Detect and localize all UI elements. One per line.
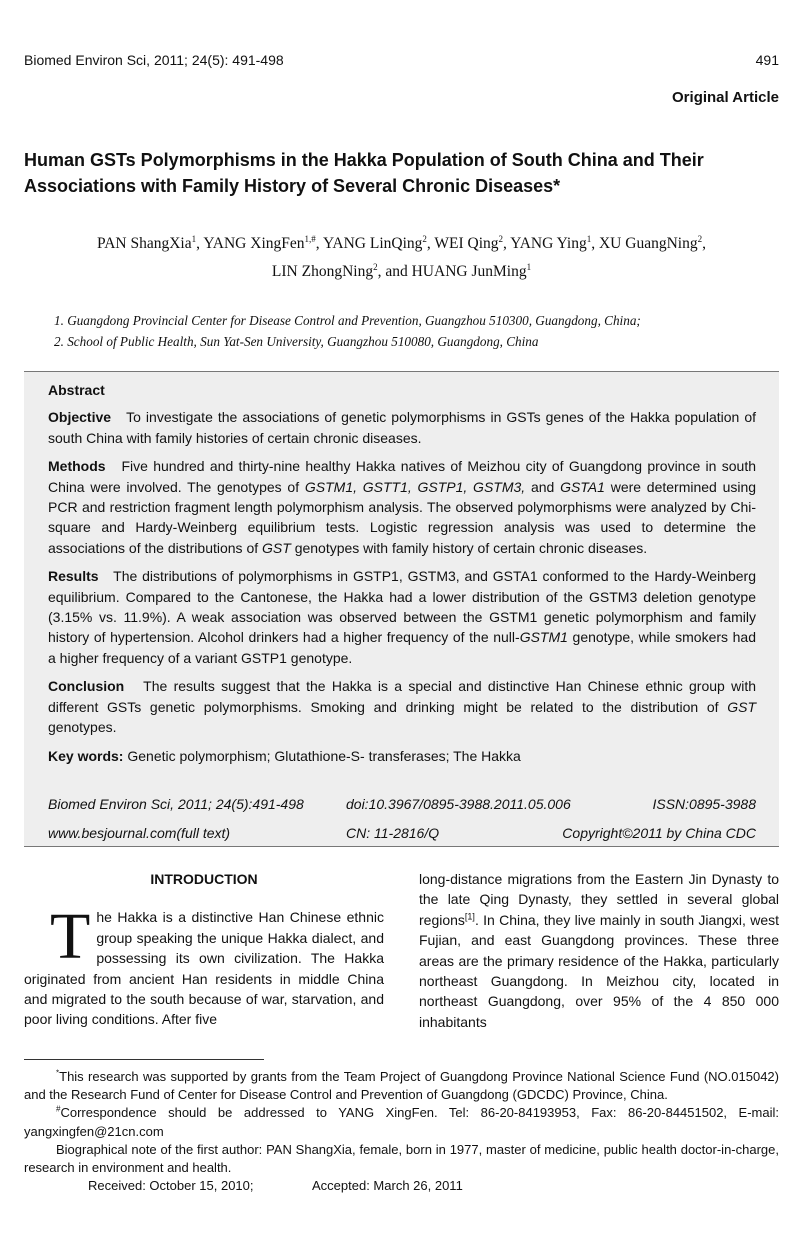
meta-doi: doi:10.3967/0895-3988.2011.05.006 <box>346 796 571 812</box>
abstract-methods: Methods Five hundred and thirty-nine healthy Hakka natives of Meizhou city of Guangdong province in south China were involved. The genotypes of GSTM1, GSTT1, GSTP1, GSTM3, and GSTA1 were determined using PCR and restriction fragment length polymorphism analysis. The observed polymorphisms were analyzed by Chi-square and Hardy-Weinberg equilibrium tests. Logistic regression analysis was used to determine the associations of the distributions of GST genotypes with family history of certain chronic diseases. <box>48 458 757 556</box>
abstract-objective: Objective To investigate the associations of genetic polymorphisms in GSTs genes of the Hakka population of south China with family histories of certain chronic diseases. <box>48 409 756 446</box>
abstract-results: Results The distributions of polymorphisms in GSTP1, GSTM3, and GSTA1 conformed to the Hardy-Weinberg equilibrium. Compared to the Cantonese, the Hakka had a lower distribution of the GSTM3 deletion genotype (3.15% vs. 11.9%). A weak association was observed between the GSTM1 genetic polymorphism and family history of hypertension. Alcohol drinkers had a higher frequency of the null-GSTM1 genotype, while smokers had a higher frequency of a variant GSTP1 genotype. <box>48 568 756 666</box>
intro-heading: INTRODUCTION <box>150 871 258 887</box>
author: YANG XingFen <box>203 235 305 252</box>
footnote-divider <box>24 1059 264 1060</box>
footnote-correspondence: #Correspondence should be addressed to YANG XingFen. Tel: 86-20-84193953, Fax: 86-20-84451502, E-mail: yangxingfen@21cn.com <box>24 1105 779 1139</box>
author: WEI Qing <box>434 235 499 252</box>
running-header-citation: Biomed Environ Sci, 2011; 24(5): 491-498 <box>24 52 284 68</box>
author: LIN ZhongNing <box>271 263 374 280</box>
author: HUANG JunMing <box>411 263 527 280</box>
author: YANG Ying <box>510 235 587 252</box>
meta-copyright: Copyright©2011 by China CDC <box>562 825 756 841</box>
abstract-box <box>24 371 779 847</box>
meta-journal: Biomed Environ Sci, 2011; 24(5):491-498 <box>48 796 304 812</box>
meta-cn: CN: 11-2816/Q <box>346 825 440 841</box>
drop-cap: T <box>50 900 91 974</box>
affiliation-2: 2. School of Public Health, Sun Yat-Sen University, Guangzhou 510080, Guangdong, China <box>54 334 539 349</box>
footnote-funding: *This research was supported by grants from the Team Project of Guangdong Province National Science Fund (NO.015042) and the Research Fund of Center for Disease Control and Prevention of Guangdong (GDCDC) Province, China. <box>24 1068 779 1103</box>
intro-left-column <box>24 869 384 1030</box>
author: YANG LinQing <box>322 235 423 252</box>
author: XU GuangNing <box>598 235 698 252</box>
intro-text-left: he Hakka is a distinctive Han Chinese ethnic group speaking the unique Hakka dialect, and possessing its own civilization. The Hakka originated from ancient Han residents in middle China and migrated to the south because of war, starvation, and poor living conditions. After five <box>24 909 384 1028</box>
article-title: Human GSTs Polymorphisms in the Hakka Population of South China and Their Associations with Family History of Several Chronic Diseases* <box>24 150 704 196</box>
abstract-heading: Abstract <box>48 382 105 398</box>
author: PAN ShangXia <box>97 235 192 252</box>
affiliation-1: 1. Guangdong Provincial Center for Disease Control and Prevention, Guangzhou 510300, Guangdong, China; <box>54 313 641 328</box>
article-type: Original Article <box>672 89 779 106</box>
footnote-biography: Biographical note of the first author: PAN ShangXia, female, born in 1977, master of medicine, public health doctor-in-charge, research in environment and health. <box>24 1141 779 1176</box>
reference-link[interactable]: [1] <box>464 911 475 922</box>
footnotes <box>24 1068 779 1195</box>
intro-right-column: long-distance migrations from the Eastern Jin Dynasty to the late Qing Dynasty, they settled in several global regions[1]. In China, they live mainly in south Jiangxi, west Fujian, and east Guangdong provinces. These three areas are the primary residence of the Hakka, particularly northeast Guangdong. In Meizhou city, located in northeast Guangdong, over 95% of the 4 850 000 inhabitants <box>419 871 779 1030</box>
page-number: 491 <box>755 52 779 68</box>
meta-issn: ISSN:0895-3988 <box>652 796 756 812</box>
abstract-keywords: Key words: Genetic polymorphism; Glutathione-S- transferases; The Hakka <box>48 747 521 764</box>
affiliations <box>54 310 641 352</box>
footnote-dates: Received: October 15, 2010; Accepted: March 26, 2011 <box>88 1178 463 1194</box>
author-list: PAN ShangXia$^1$, YANG XingFen$^{1,\#}$, YANG LinQing$^2$, WEI Qing$^2$, YANG Ying$^1$, XU GuangNing$^2$, LIN ZhongNing$^2$, and HUANG JunMing$^1$ <box>97 233 706 280</box>
meta-website[interactable]: www.besjournal.com(full text) <box>48 825 231 841</box>
abstract-conclusion: Conclusion The results suggest that the Hakka is a special and distinctive Han Chinese ethnic group with different GSTs genetic polymorphisms. Smoking and drinking might be related to the distribution of GST genotypes. <box>48 678 756 736</box>
